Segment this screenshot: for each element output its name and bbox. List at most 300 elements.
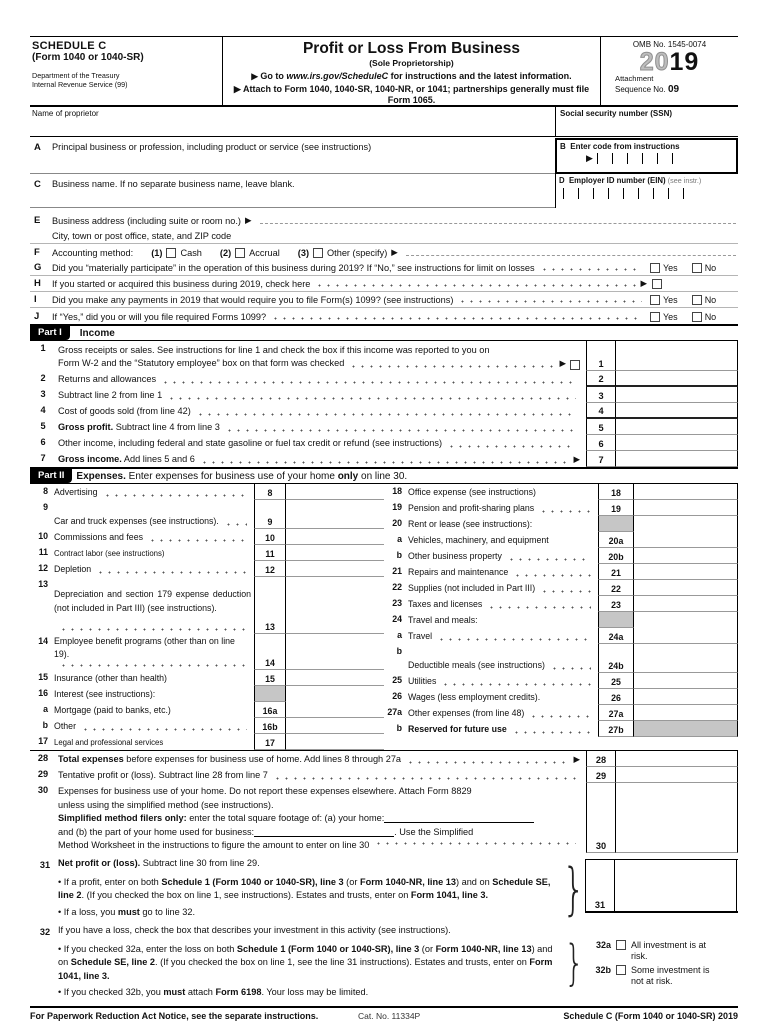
line-a-field[interactable] bbox=[30, 137, 555, 174]
line-number: 1 bbox=[40, 343, 46, 353]
dot-leader bbox=[196, 410, 576, 416]
other-specify-field[interactable] bbox=[406, 246, 736, 256]
line-31-head: Net profit or (loss). Subtract line 30 from line 29. bbox=[58, 858, 260, 869]
ein-digit-cell[interactable] bbox=[638, 188, 653, 199]
amount-cell-16b[interactable] bbox=[286, 718, 384, 734]
part2-tab: Part II bbox=[30, 469, 72, 483]
amount-cell-14[interactable] bbox=[286, 634, 384, 670]
line-number: 19 bbox=[392, 502, 402, 512]
page-footer bbox=[30, 1006, 738, 1021]
line-number: 12 bbox=[38, 563, 48, 573]
expense-label: Taxes and licenses bbox=[408, 598, 483, 609]
amount-cell-21[interactable] bbox=[634, 564, 738, 580]
line-30-text-3: Simplified method filers only: enter the total square footage of: (a) your home: bbox=[58, 812, 580, 826]
row-31 bbox=[30, 857, 738, 922]
form-number-label: (Form 1040 or 1040-SR) bbox=[32, 52, 144, 63]
line-ref-box: 22 bbox=[598, 580, 634, 596]
expense-label: Mortgage (paid to banks, etc.) bbox=[54, 705, 171, 716]
amount-cell-23[interactable] bbox=[634, 596, 738, 612]
dot-leader bbox=[200, 458, 570, 464]
accounting-option-other: (3) Other (specify) ▶ bbox=[297, 247, 398, 258]
line-32-bullet-1: • If you checked 32a, enter the loss on both Schedule 1 (Form 1040 or 1040-SR), line 3 (or Form 1040-NR, line 13) and on Schedule SE, line 2. (If you checked the box on line 1, see the line 31 instructions). Estates and trusts, enter on Form 1041, line 3. bbox=[58, 943, 553, 981]
line-ref-box: 13 bbox=[254, 577, 286, 634]
row-f bbox=[30, 244, 738, 260]
expense-label: Contract labor (see instructions) bbox=[54, 548, 165, 558]
line-h-label: If you started or acquired this business during 2019, check here bbox=[52, 279, 311, 289]
line-j-letter: J bbox=[34, 311, 40, 322]
line-ref-box: 18 bbox=[598, 484, 634, 500]
line-30-text-1: Expenses for business use of your home. Do not report these expenses elsewhere. Attach Form 8829 bbox=[58, 786, 472, 797]
amount-cell-15[interactable] bbox=[286, 670, 384, 686]
dot-leader bbox=[103, 491, 247, 497]
amount-cell-13[interactable] bbox=[286, 577, 384, 634]
line-number: 31 bbox=[39, 860, 51, 871]
ssn-label: Social security number (SSN) bbox=[560, 109, 673, 118]
amount-cell-12[interactable] bbox=[286, 561, 384, 577]
row-28 bbox=[30, 750, 738, 767]
expense-row-8 bbox=[30, 484, 384, 500]
expense-row-20b bbox=[384, 548, 738, 564]
line-ref-box: 27b bbox=[598, 721, 634, 737]
line-letter: a bbox=[397, 534, 402, 544]
dot-leader bbox=[487, 603, 591, 609]
line-number: 4 bbox=[40, 405, 46, 415]
line-ref-box: 21 bbox=[598, 564, 634, 580]
expense-row-10 bbox=[30, 529, 384, 545]
expense-row-13 bbox=[30, 577, 384, 634]
line-number: 24 bbox=[392, 614, 402, 624]
j-no-checkbox[interactable] bbox=[692, 312, 702, 322]
line1-label: Gross receipts or sales. See instructions for line 1 and check the box if this income was reported to you on bbox=[58, 344, 490, 355]
expense-label: Legal and professional services bbox=[54, 738, 164, 748]
dot-leader bbox=[437, 635, 591, 641]
expense-label: Wages (less employment credits). bbox=[408, 691, 541, 702]
code-digit-cell[interactable] bbox=[627, 153, 642, 164]
dept-treasury-label: Department of the Treasury bbox=[32, 71, 120, 80]
expense-row-20a bbox=[384, 532, 738, 548]
expenses-left-column bbox=[30, 484, 384, 750]
income-row-6 bbox=[30, 435, 738, 451]
line-label: Gross profit. Subtract line 4 from line 3 bbox=[58, 422, 220, 432]
expense-label: Vehicles, machinery, and equipment bbox=[408, 534, 549, 545]
expense-label: Other business property bbox=[408, 550, 502, 561]
right-arrow-icon: ▶ bbox=[251, 71, 258, 81]
g-yes-checkbox[interactable] bbox=[650, 263, 660, 273]
row-32 bbox=[30, 924, 738, 1003]
line-letter: a bbox=[43, 704, 48, 715]
line-ref-box: 4 bbox=[586, 403, 616, 419]
row-29 bbox=[30, 767, 738, 783]
amount-cell-17[interactable] bbox=[286, 734, 384, 750]
expense-label: Commissions and fees bbox=[54, 531, 143, 542]
line-c-letter: C bbox=[34, 179, 41, 190]
amount-cell-9[interactable] bbox=[286, 500, 384, 529]
line-30-text-4: and (b) the part of your home used for business: . Use the Simplified bbox=[58, 826, 474, 837]
page-subtitle: (Sole Proprietorship) bbox=[369, 58, 454, 68]
line-ref-box: 1 bbox=[586, 341, 616, 371]
dot-leader bbox=[349, 362, 555, 368]
amount-cell-27a[interactable] bbox=[634, 705, 738, 721]
line-31-bullet-2: • If a loss, you must go to line 32. bbox=[58, 906, 196, 917]
line-a-label: Principal business or profession, including product or service (see instructions) bbox=[52, 142, 372, 152]
line-ref-box: 11 bbox=[254, 545, 286, 561]
amount-cell-4[interactable] bbox=[616, 403, 738, 419]
line-ref-box: 19 bbox=[598, 500, 634, 516]
line-number: 28 bbox=[37, 753, 49, 764]
amount-cell-24a[interactable] bbox=[634, 628, 738, 644]
line-number: 29 bbox=[37, 769, 49, 780]
line-number: 16 bbox=[38, 688, 48, 699]
business-code-box[interactable] bbox=[555, 138, 738, 174]
dot-leader bbox=[225, 426, 576, 432]
irs-url[interactable]: www.irs.gov/ScheduleC bbox=[286, 71, 389, 81]
expense-row-14 bbox=[30, 634, 384, 670]
name-label: Name of proprietor bbox=[32, 109, 99, 118]
ssn-field[interactable] bbox=[555, 107, 738, 136]
expense-row-16a bbox=[30, 702, 384, 718]
amount-cell-24b[interactable] bbox=[634, 644, 738, 673]
line-g-yesno: Yes No bbox=[646, 263, 738, 273]
expense-row-27a bbox=[384, 705, 738, 721]
line-g-label: Did you “materially participate” in the operation of this business during 2019? If “No,” see instructions for limit on losses bbox=[52, 263, 535, 273]
line-32-bullet-2: • If you checked 32b, you must attach Form 6198. Your loss may be limited. bbox=[58, 987, 369, 998]
line-i-label: Did you make any payments in 2019 that would require you to file Form(s) 1099? (see instructions) bbox=[52, 295, 454, 305]
line-ref-box: 29 bbox=[586, 767, 616, 783]
ein-digit-cell[interactable] bbox=[563, 188, 578, 199]
line-number: 3 bbox=[40, 389, 46, 399]
expense-row-12 bbox=[30, 561, 384, 577]
line-c-field[interactable] bbox=[30, 174, 555, 208]
dot-leader bbox=[507, 555, 591, 561]
business-address-field[interactable] bbox=[260, 214, 737, 224]
line-letter: a bbox=[397, 630, 402, 640]
line-ref-box: 8 bbox=[254, 484, 286, 500]
expense-row-16b bbox=[30, 718, 384, 734]
expense-label: Reserved for future use bbox=[408, 723, 507, 734]
ein-digit-cell[interactable] bbox=[683, 188, 698, 199]
line-ref-box: 14 bbox=[254, 634, 286, 670]
line-number: 2 bbox=[40, 373, 46, 383]
part1-title: Income bbox=[79, 327, 115, 339]
expense-row-24b bbox=[384, 644, 738, 673]
expense-row-11 bbox=[30, 545, 384, 561]
i-yes-checkbox[interactable] bbox=[650, 295, 660, 305]
line-f-letter: F bbox=[34, 247, 40, 258]
g-no-checkbox[interactable] bbox=[692, 263, 702, 273]
dot-leader bbox=[447, 442, 576, 448]
income-row-1 bbox=[30, 341, 738, 371]
line-ref-box: 24a bbox=[598, 628, 634, 644]
expenses-right-column bbox=[384, 484, 738, 750]
some-investment-checkbox[interactable] bbox=[616, 965, 626, 975]
line-label: Other income, including federal and state gasoline or fuel tax credit or refund (see instructions) bbox=[58, 438, 443, 448]
line-number: 13 bbox=[38, 579, 48, 589]
line-letter: b bbox=[42, 720, 48, 731]
accounting-option-cash: (1) Cash bbox=[151, 248, 202, 258]
dot-leader bbox=[273, 774, 576, 780]
line-h-letter: H bbox=[34, 278, 41, 289]
amount-cell-29[interactable] bbox=[616, 767, 738, 783]
schedule-label: SCHEDULE C bbox=[32, 40, 107, 52]
line-i-letter: I bbox=[34, 294, 37, 305]
line-ref-box: 20b bbox=[598, 548, 634, 564]
dot-leader bbox=[458, 297, 642, 303]
expense-label: Depletion bbox=[54, 563, 92, 574]
expense-label: Advertising bbox=[54, 486, 98, 497]
line-30-text-2: unless using the simplified method (see instructions). bbox=[58, 799, 274, 810]
amount-cell-19[interactable] bbox=[634, 500, 738, 516]
code-digit-cell[interactable] bbox=[672, 153, 687, 164]
expense-label: Supplies (not included in Part III) bbox=[408, 582, 536, 593]
amount-cell-11[interactable] bbox=[286, 545, 384, 561]
expense-row-20 bbox=[384, 516, 738, 532]
dot-leader bbox=[512, 728, 591, 734]
dot-leader bbox=[224, 520, 247, 526]
line-ref-box: 2 bbox=[586, 371, 616, 387]
code-digit-cell[interactable] bbox=[612, 153, 627, 164]
cash-checkbox[interactable] bbox=[166, 248, 176, 258]
brace-glyph: } bbox=[564, 935, 584, 992]
city-state-zip-field[interactable] bbox=[239, 229, 736, 239]
expense-row-24a bbox=[384, 628, 738, 644]
dot-leader bbox=[540, 587, 591, 593]
expense-label: Other expenses (from line 48) bbox=[408, 707, 525, 718]
omb-block bbox=[600, 37, 738, 105]
right-arrow-icon: ▶ bbox=[559, 358, 566, 368]
right-arrow-icon: ▶ bbox=[573, 754, 580, 765]
expense-label: Car and truck expenses (see instructions). bbox=[54, 515, 219, 526]
row-h bbox=[30, 276, 738, 292]
income-row-7 bbox=[30, 451, 738, 467]
line-number: 15 bbox=[38, 672, 48, 683]
line-ref-box: 7 bbox=[586, 451, 616, 467]
amount-cell-22[interactable] bbox=[634, 580, 738, 596]
line-number: 6 bbox=[40, 437, 46, 447]
part2-title: Expenses. Enter expenses for business use of your home only on line 30. bbox=[76, 470, 408, 482]
sequence-number: Sequence No. 09 bbox=[615, 83, 680, 95]
name-of-proprietor-field[interactable] bbox=[30, 107, 555, 136]
amount-cell-3[interactable] bbox=[616, 387, 738, 403]
expense-row-18 bbox=[384, 484, 738, 500]
line-e-letter: E bbox=[34, 215, 41, 226]
dot-leader bbox=[550, 664, 591, 670]
line-ref-box: 28 bbox=[586, 751, 616, 767]
h-checkbox[interactable] bbox=[652, 279, 662, 289]
line1-label2: Form W-2 and the “Statutory employee” box on that form was checked bbox=[58, 358, 345, 368]
line-number: 10 bbox=[38, 531, 48, 541]
line-letter: b bbox=[396, 550, 402, 560]
goto-instructions-line: ▶ Go to www.irs.gov/ScheduleC for instructions and the latest information. bbox=[251, 71, 572, 81]
expense-row-27b bbox=[384, 721, 738, 737]
line-j-label: If “Yes,” did you or will you file required Forms 1099? bbox=[52, 312, 267, 322]
income-row-4 bbox=[30, 403, 738, 419]
amount-cell-20b[interactable] bbox=[634, 548, 738, 564]
line-number: 17 bbox=[38, 736, 48, 747]
row-30 bbox=[30, 783, 738, 853]
other-checkbox[interactable] bbox=[313, 248, 323, 258]
line-ref-box: 6 bbox=[586, 435, 616, 451]
amount-cell-25[interactable] bbox=[634, 673, 738, 689]
line-b-zone bbox=[555, 137, 738, 174]
expense-row-16 bbox=[30, 686, 384, 702]
amount-cell-28[interactable] bbox=[616, 751, 738, 767]
expense-row-25 bbox=[384, 673, 738, 689]
amount-cell-20 bbox=[634, 516, 738, 532]
ein-digit-cell[interactable] bbox=[668, 188, 683, 199]
attachment-label: Attachment bbox=[615, 74, 654, 83]
amount-cell-27b-reserved bbox=[634, 721, 738, 737]
income-row-2 bbox=[30, 371, 738, 387]
page-title: Profit or Loss From Business bbox=[302, 40, 521, 57]
irs-label: Internal Revenue Service (99) bbox=[32, 79, 128, 89]
paperwork-notice: For Paperwork Reduction Act Notice, see the separate instructions. bbox=[30, 1010, 319, 1021]
home-sqft-field[interactable] bbox=[384, 813, 534, 823]
amount-cell-5[interactable] bbox=[616, 419, 738, 435]
line-i-yesno: Yes No bbox=[646, 295, 738, 305]
amount-cell-10[interactable] bbox=[286, 529, 384, 545]
expense-row-21 bbox=[384, 564, 738, 580]
amount-cell-31[interactable] bbox=[615, 860, 737, 911]
expense-row-15 bbox=[30, 670, 384, 686]
dot-leader bbox=[513, 571, 591, 577]
amount-cell-20a[interactable] bbox=[634, 532, 738, 548]
dot-leader bbox=[161, 378, 576, 384]
right-arrow-icon: ▶ bbox=[640, 278, 647, 288]
ein-digit-cell[interactable] bbox=[623, 188, 638, 199]
business-sqft-field[interactable] bbox=[254, 827, 394, 837]
line-ref-box-shaded bbox=[598, 612, 634, 628]
line-ref-box: 15 bbox=[254, 670, 286, 686]
accrual-checkbox[interactable] bbox=[235, 248, 245, 258]
expense-label: Travel bbox=[408, 630, 433, 641]
accounting-method-label: Accounting method: bbox=[52, 248, 134, 258]
expense-label: Other bbox=[54, 721, 77, 732]
line-number: 30 bbox=[37, 785, 49, 796]
j-yes-checkbox[interactable] bbox=[650, 312, 660, 322]
city-state-zip-label: City, town or post office, state, and ZIP code bbox=[52, 231, 232, 241]
row-j bbox=[30, 308, 738, 324]
dot-leader bbox=[96, 568, 247, 574]
line-label: Total expenses before expenses for business use of home. Add lines 8 through 27a bbox=[58, 754, 402, 765]
ein-digit-cell[interactable] bbox=[608, 188, 623, 199]
line-number: 9 bbox=[43, 502, 48, 512]
dot-leader bbox=[271, 314, 642, 320]
line-ref-box: 25 bbox=[598, 673, 634, 689]
dot-leader bbox=[59, 625, 247, 631]
amount-cell-8[interactable] bbox=[286, 484, 384, 500]
amount-cell-30[interactable] bbox=[616, 783, 738, 853]
line-ref-box: 3 bbox=[586, 387, 616, 403]
row-c bbox=[30, 174, 738, 208]
income-row-3 bbox=[30, 387, 738, 403]
tax-year: 2019 bbox=[639, 48, 700, 76]
attach-instructions-line: ▶ Attach to Form 1040, 1040-SR, 1040-NR, or 1041; partnerships generally must file Form 1065. bbox=[233, 84, 590, 105]
line-ref-box: 17 bbox=[254, 734, 286, 750]
code-digit-cells bbox=[560, 153, 733, 164]
line-e-label: Business address (including suite or room no.) bbox=[52, 216, 241, 226]
line-ref-box: 26 bbox=[598, 689, 634, 705]
ein-box[interactable] bbox=[555, 174, 738, 208]
code-digit-cell[interactable] bbox=[657, 153, 672, 164]
income-row-5 bbox=[30, 419, 738, 435]
expense-row-24 bbox=[384, 612, 738, 628]
part1-bar bbox=[30, 324, 738, 341]
line-ref-box: 12 bbox=[254, 561, 286, 577]
line-number: 11 bbox=[38, 547, 48, 557]
ein-digit-cell[interactable] bbox=[593, 188, 608, 199]
line-number: 8 bbox=[43, 486, 48, 496]
line-ref-box: 30 bbox=[586, 783, 616, 853]
amount-cell-16a[interactable] bbox=[286, 702, 384, 718]
brace-glyph: } bbox=[562, 857, 586, 923]
line-32-head: If you have a loss, check the box that describes your investment in this activity (see instructions). bbox=[58, 925, 451, 936]
dot-leader bbox=[406, 758, 569, 764]
dot-leader bbox=[441, 680, 591, 686]
code-digit-cell[interactable] bbox=[642, 153, 657, 164]
expense-label: Interest (see instructions): bbox=[54, 689, 156, 700]
line-ref-box: 16a bbox=[254, 702, 286, 718]
statutory-employee-checkbox[interactable] bbox=[570, 360, 580, 370]
proprietor-row bbox=[30, 107, 738, 137]
line-label: Gross income. Add lines 5 and 6 bbox=[58, 454, 195, 464]
expense-row-17 bbox=[30, 734, 384, 750]
ein-digit-cell[interactable] bbox=[578, 188, 593, 199]
expense-label: Travel and meals: bbox=[408, 614, 478, 625]
amount-cell-18[interactable] bbox=[634, 484, 738, 500]
line-ref-box: 27a bbox=[598, 705, 634, 721]
amount-cell-6[interactable] bbox=[616, 435, 738, 451]
catalog-number: Cat. No. 11334P bbox=[358, 1010, 421, 1021]
expense-row-26 bbox=[384, 689, 738, 705]
line-label: Subtract line 2 from line 1 bbox=[58, 390, 163, 400]
expense-label: Deductible meals (see instructions) bbox=[408, 659, 545, 670]
dot-leader bbox=[539, 507, 591, 513]
expense-row-9 bbox=[30, 500, 384, 529]
ein-digit-cell[interactable] bbox=[653, 188, 668, 199]
line-number: 25 bbox=[392, 675, 402, 685]
amount-cell-7[interactable] bbox=[616, 451, 738, 467]
all-investment-checkbox[interactable] bbox=[616, 940, 626, 950]
row-a bbox=[30, 137, 738, 174]
line-31-bullet-1: • If a profit, enter on both Schedule 1 (Form 1040 or 1040-SR), line 3 (or Form 1040-NR, line 13) and on Schedule SE, line 2. (If you checked the box on line 1, see instructions). Estates and trusts, enter on Form 1041, line 3. bbox=[58, 876, 551, 901]
line-number: 5 bbox=[40, 421, 46, 431]
amount-cell-26[interactable] bbox=[634, 689, 738, 705]
line-number: 18 bbox=[392, 486, 402, 496]
omb-number: OMB No. 1545-0074 bbox=[632, 40, 707, 49]
line-j-yesno: Yes No bbox=[646, 312, 738, 322]
row-e-line1 bbox=[30, 212, 738, 228]
amount-cell-2[interactable] bbox=[616, 371, 738, 387]
form-footer-id: Schedule C (Form 1040 or 1040-SR) 2019 bbox=[563, 1010, 738, 1021]
i-no-checkbox[interactable] bbox=[692, 295, 702, 305]
line-d-zone bbox=[555, 174, 738, 208]
form-title-block bbox=[223, 37, 600, 105]
code-digit-cell[interactable] bbox=[597, 153, 612, 164]
line-ref-box: 10 bbox=[254, 529, 286, 545]
amount-cell-1[interactable] bbox=[616, 341, 738, 371]
expense-label: Pension and profit-sharing plans bbox=[408, 502, 535, 513]
line-d-label: D Employer ID number (EIN) (see instr.) bbox=[559, 176, 702, 185]
dot-leader bbox=[81, 725, 247, 731]
line-c-label: Business name. If no separate business name, leave blank. bbox=[52, 179, 295, 189]
line-ref-box: 31 bbox=[585, 860, 615, 911]
form-header bbox=[30, 36, 738, 107]
line-label: Tentative profit or (loss). Subtract line 28 from line 7 bbox=[58, 770, 268, 781]
dot-leader bbox=[374, 839, 576, 845]
expense-row-19 bbox=[384, 500, 738, 516]
dot-leader bbox=[167, 394, 576, 400]
line-number: 22 bbox=[392, 582, 402, 592]
